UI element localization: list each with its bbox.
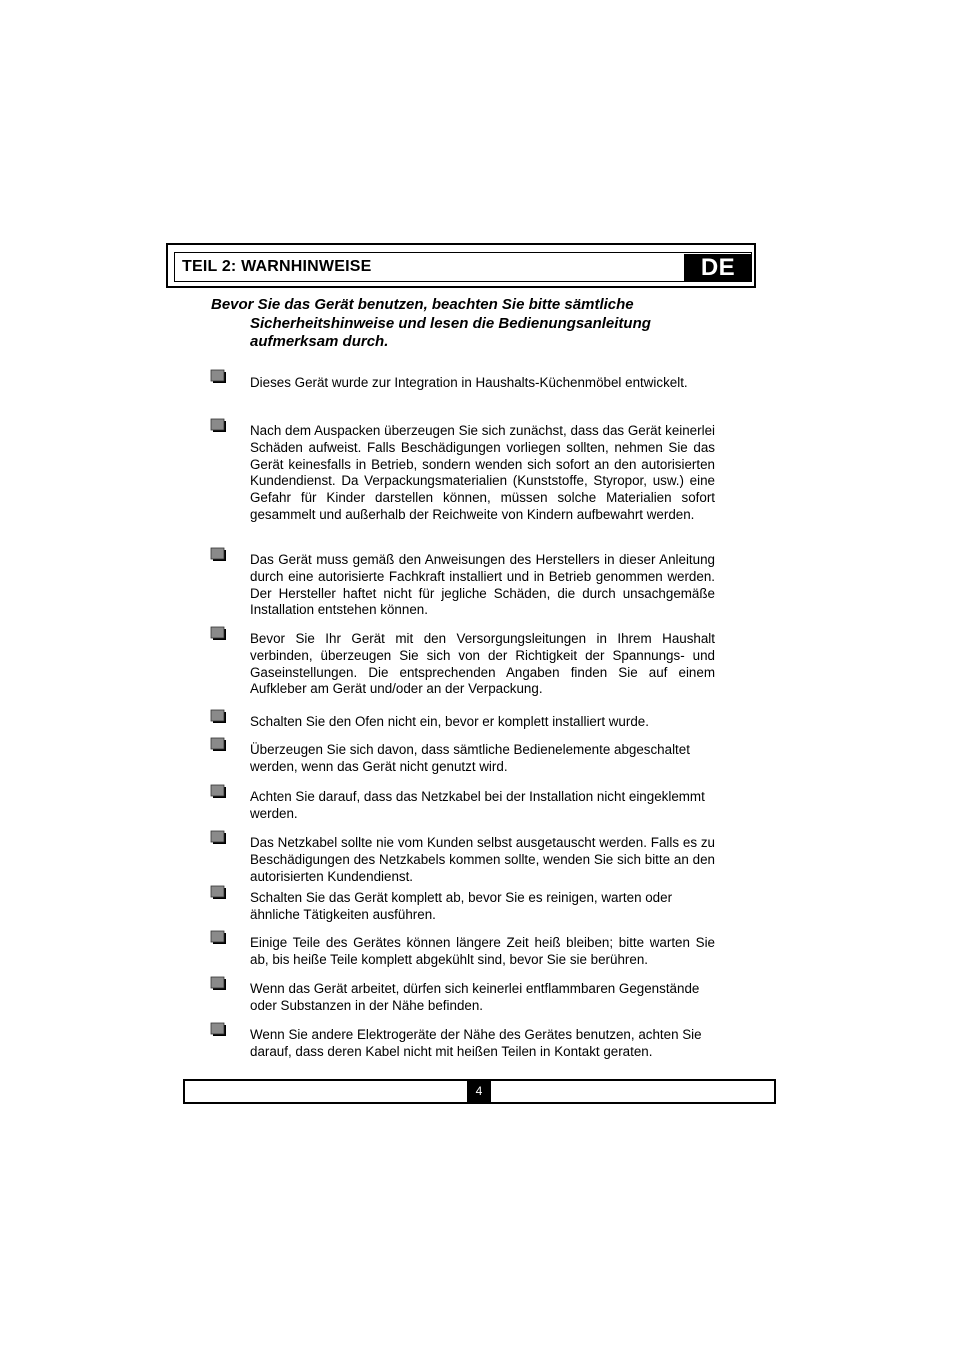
intro-line: aufmerksam durch. [250, 333, 389, 350]
bullet-icon [210, 626, 227, 641]
bullet-icon [210, 547, 227, 562]
section-title: TEIL 2: WARNHINWEISE [182, 258, 372, 275]
intro-line: Bevor Sie das Gerät benutzen, beachten Sie bitte sämtliche [211, 296, 634, 313]
bullet-icon [210, 976, 227, 991]
warning-text: Wenn das Gerät arbeitet, dürfen sich keinerlei entflammbaren Gegenstände oder Substanzen in der Nähe befinden. [250, 981, 700, 1013]
intro-warning [211, 296, 731, 352]
bullet-icon [210, 930, 227, 945]
warning-text: Schalten Sie das Gerät komplett ab, bevor Sie es reinigen, warten oder ähnliche Tätigkeiten ausführen. [250, 890, 673, 922]
warning-text: Einige Teile des Gerätes können längere Zeit heiß bleiben; bitte warten Sie ab, bis heiße Teile komplett abgekühlt sind, bevor Sie sie berühren. [250, 935, 715, 967]
warning-text: Bevor Sie Ihr Gerät mit den Versorgungsleitungen in Ihrem Haushalt verbinden, überzeugen Sie sich von der Richtigkeit der Spannungs- und Gaseinstellungen. Die entsprechenden Angaben finden Sie auf einem Aufkleber am Gerät und/oder an der Verpackung. [250, 631, 715, 697]
warning-text: Wenn Sie andere Elektrogeräte der Nähe des Gerätes benutzen, achten Sie darauf, dass deren Kabel nicht mit heißen Teilen in Kontakt geraten. [250, 1027, 702, 1059]
warning-text: Achten Sie darauf, dass das Netzkabel bei der Installation nicht eingeklemmt werden. [250, 789, 705, 821]
warning-text: Überzeugen Sie sich davon, dass sämtliche Bedienelemente abgeschaltet werden, wenn das Gerät nicht genutzt wird. [250, 742, 690, 774]
bullet-icon [210, 418, 227, 433]
bullet-icon [210, 885, 227, 900]
language-badge: DE [684, 254, 752, 281]
warning-text: Schalten Sie den Ofen nicht ein, bevor er komplett installiert wurde. [250, 714, 649, 729]
warning-text: Dieses Gerät wurde zur Integration in Haushalts-Küchenmöbel entwickelt. [250, 375, 688, 390]
page-number: 4 [467, 1080, 491, 1102]
bullet-icon [210, 1022, 227, 1037]
warning-text: Das Netzkabel sollte nie vom Kunden selbst ausgetauscht werden. Falls es zu Beschädigungen des Netzkabels kommen sollte, wenden Sie sich bitte an den autorisierten Kundendienst. [250, 835, 715, 884]
warning-text: Das Gerät muss gemäß den Anweisungen des Herstellers in dieser Anleitung durch eine autorisierte Fachkraft installiert und in Betrieb genommen werden. Der Hersteller haftet nicht für jegliche Schäden, die durch unsachgemäße Installation entstehen können. [250, 552, 715, 618]
bullet-icon [210, 709, 227, 724]
bullet-icon [210, 369, 227, 384]
bullet-icon [210, 784, 227, 799]
bullet-icon [210, 737, 227, 752]
warning-text: Nach dem Auspacken überzeugen Sie sich zunächst, dass das Gerät keinerlei Schäden aufweist. Falls Beschädigungen vorliegen sollten, nehmen Sie das Gerät keinesfalls in Betrieb, sondern wenden sich sofort an den autorisierten Kundendienst. Da Verpackungsmaterialien (Kunststoffe, Styropor, usw.) eine Gefahr für Kinder darstellen können, müssen solche Materialien sofort gesammelt und außerhalb der Reichweite von Kindern aufbewahrt werden. [250, 423, 715, 522]
intro-line: Sicherheitshinweise und lesen die Bedienungsanleitung [250, 314, 651, 332]
bullet-icon [210, 830, 227, 845]
